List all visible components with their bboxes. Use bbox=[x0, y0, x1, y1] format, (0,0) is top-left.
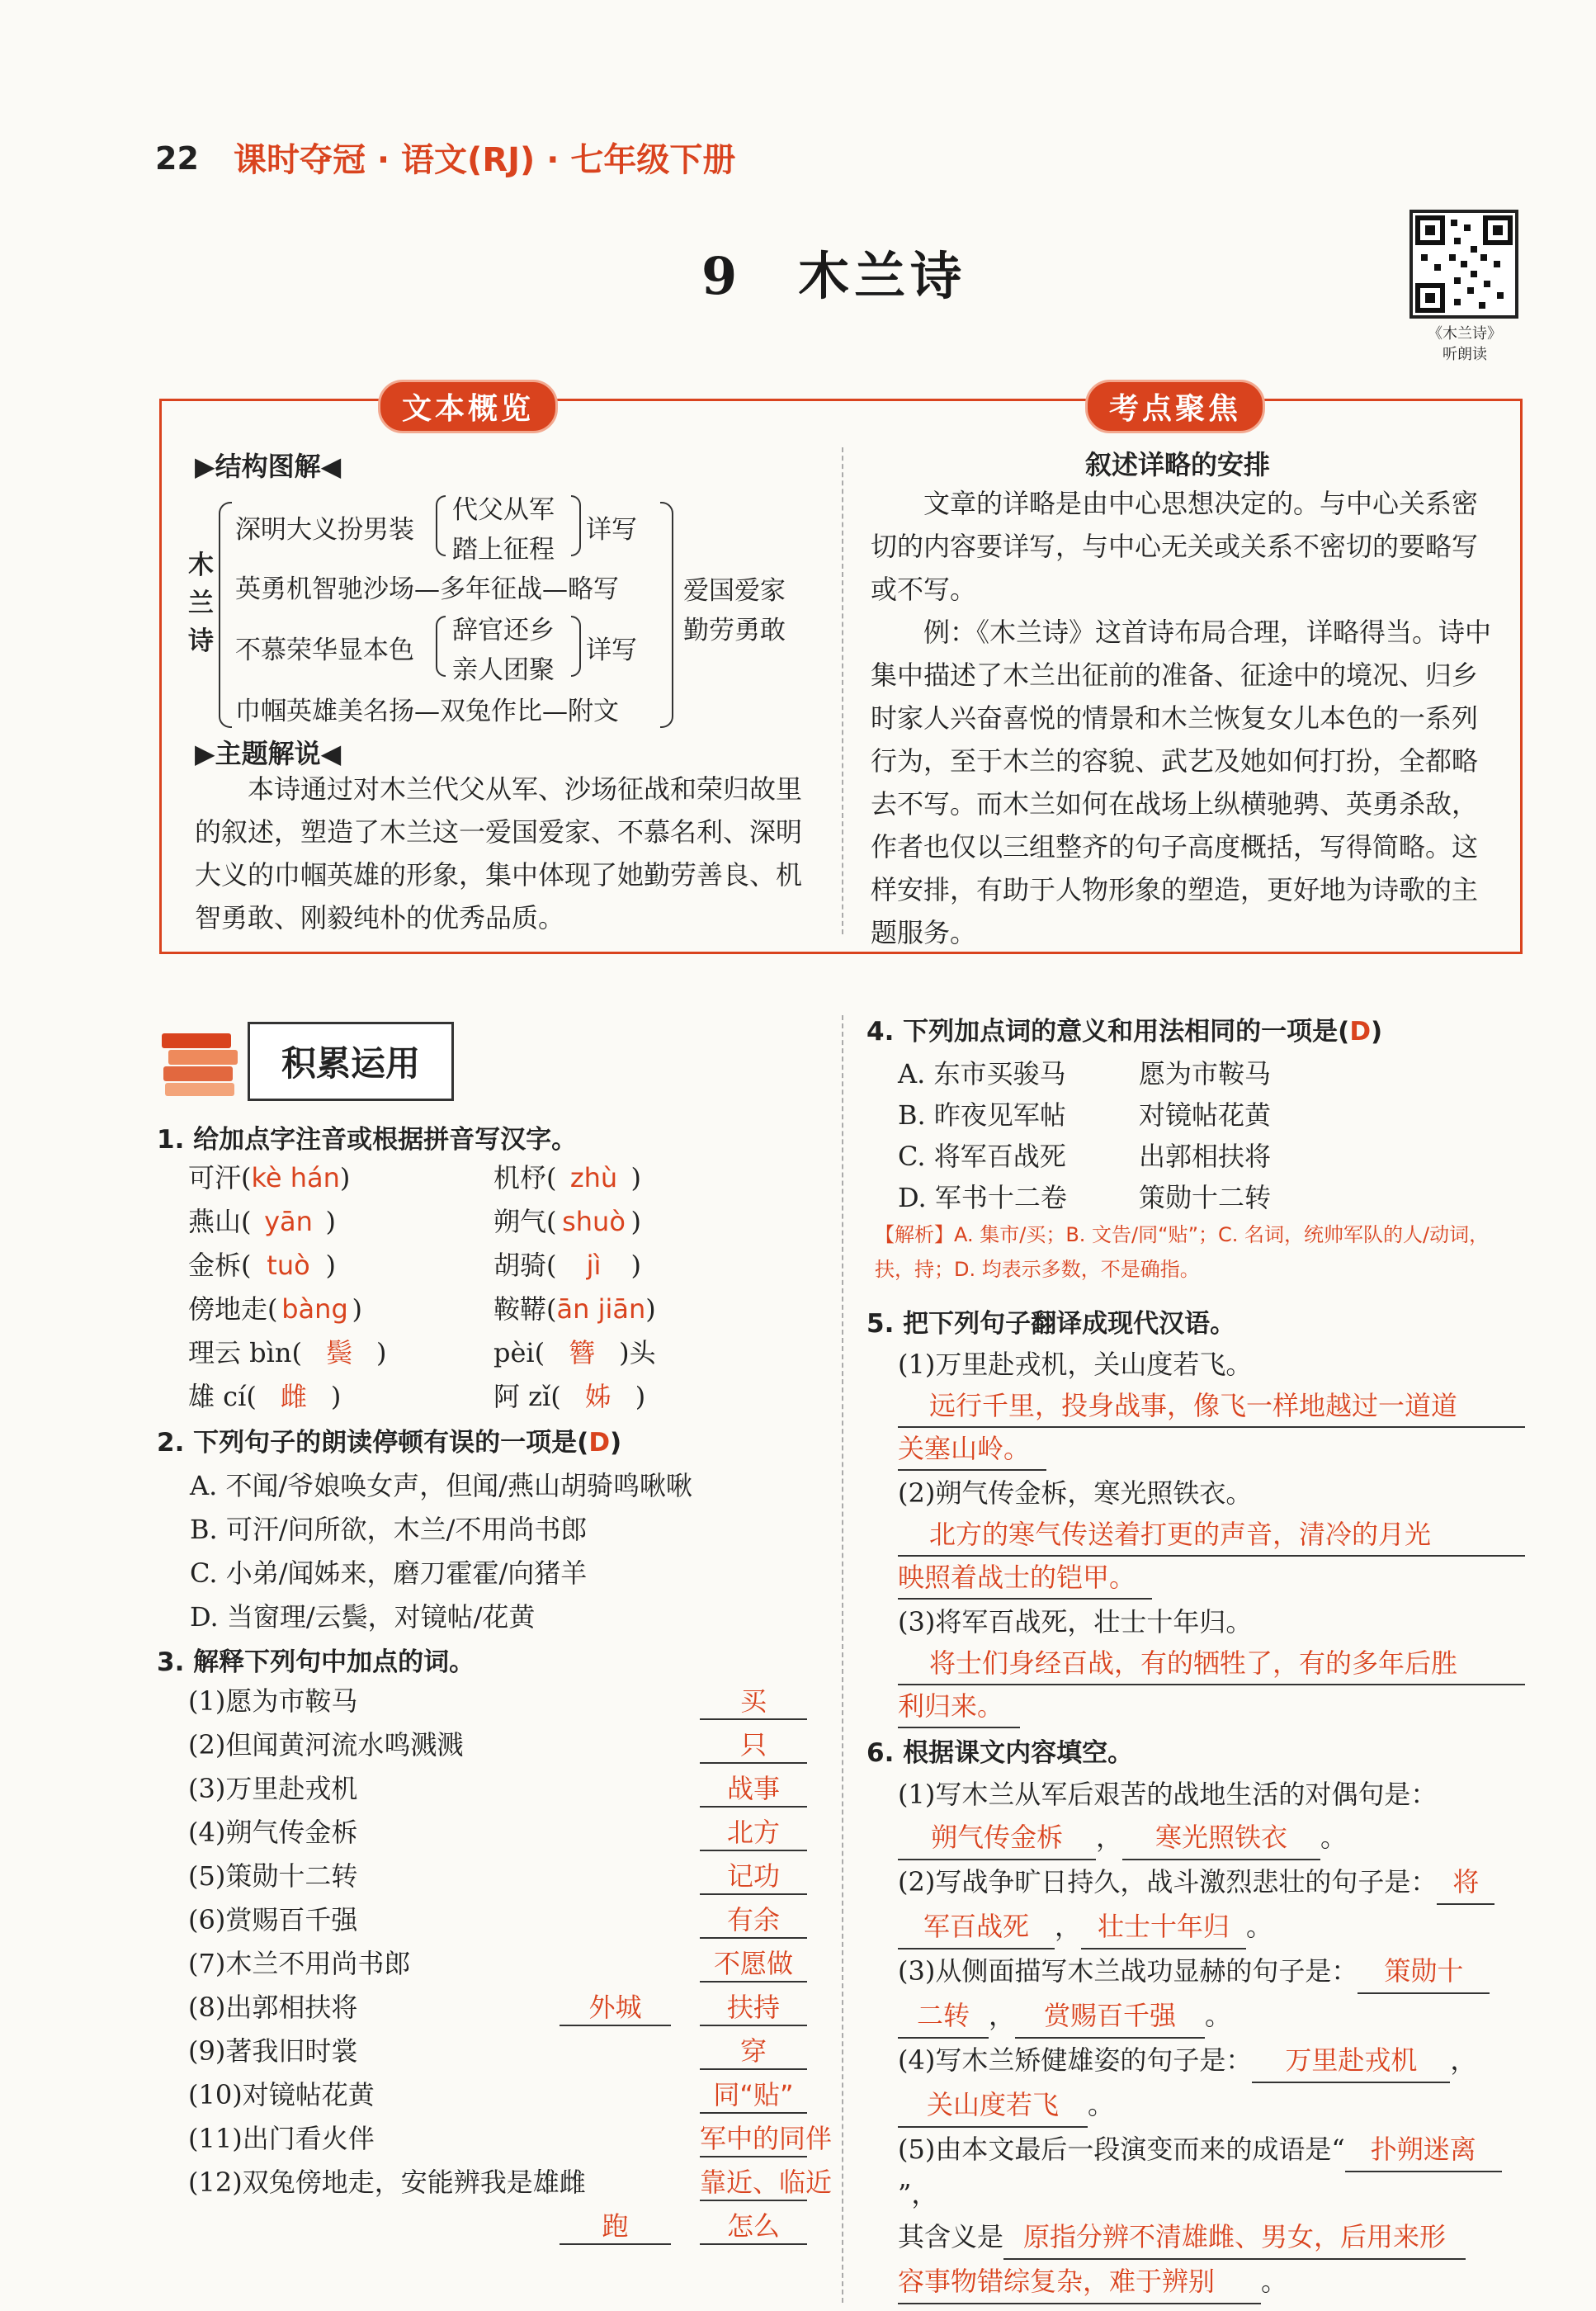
q5-answer-line: 映照着战士的铠甲。 bbox=[898, 1557, 1152, 1600]
q2-stem: 2. 下列句子的朗读停顿有误的一项是(D) bbox=[157, 1428, 622, 1458]
q6-s4a: 万里赴戎机 bbox=[1252, 2039, 1450, 2083]
q1-answer: tuò bbox=[267, 1250, 310, 1281]
q5-item: (1)万里赴戎机，关山度若飞。 远行千里，投身战事，像飞一样地越过一道道 关塞山岭。 bbox=[898, 1344, 1525, 1471]
tree-r3c: 详写 bbox=[586, 636, 637, 665]
q3-answer-2: 靠近、临近 bbox=[700, 2162, 807, 2201]
tree-root: 木 兰 诗 bbox=[188, 551, 214, 656]
q6-s3b: 二转 bbox=[898, 1994, 989, 2039]
q3-item: (6)赏赐百千强 有余 bbox=[188, 1899, 799, 1937]
q5-answer-line: 关塞山岭。 bbox=[898, 1428, 1046, 1471]
focus-heading: 叙述详略的安排 bbox=[1085, 449, 1271, 480]
q5-answer-line: 远行千里，投身战事，像飞一样地越过一道道 bbox=[898, 1385, 1525, 1428]
book-title: 课时夺冠 · 语文(RJ) · 七年级下册 bbox=[234, 141, 736, 179]
q1-item: 金柝( tuò ) bbox=[188, 1250, 336, 1281]
q1-answer: kè hán bbox=[251, 1162, 340, 1193]
qr-caption: 《木兰诗》 听朗读 bbox=[1428, 325, 1502, 363]
q6-s2a: 将 bbox=[1437, 1860, 1494, 1905]
q1-item: 朔气( shuò ) bbox=[493, 1206, 641, 1237]
column-divider bbox=[842, 1015, 843, 2303]
q6-s2b: 军百战死 bbox=[898, 1905, 1055, 1949]
tree-theme2: 勤劳勇敢 bbox=[683, 616, 786, 645]
q3-stem: 3. 解释下列句中加点的词。 bbox=[157, 1647, 475, 1677]
q5-answer-line: 利归来。 bbox=[898, 1685, 1020, 1728]
q1-item: 理云 bìn( 鬓 ) bbox=[188, 1332, 386, 1370]
q2-answer: D bbox=[588, 1428, 611, 1458]
q3-answer-2: 有余 bbox=[700, 1899, 807, 1939]
q3-answer-1: 外城 bbox=[560, 1987, 671, 2026]
tree-brace-r1 bbox=[436, 495, 446, 556]
focus-text1: 文章的详略是由中心思想决定的。与中心关系密切的内容要详写，与中心无关或关系不密切的要略写或不写。 bbox=[871, 488, 1479, 605]
q3-item: (1)愿为市鞍马 买 bbox=[188, 1680, 799, 1718]
q1-answer: jì bbox=[586, 1250, 602, 1281]
q3-answer-2: 只 bbox=[700, 1724, 807, 1764]
q1-item: 可汗(kè hán) bbox=[188, 1162, 351, 1193]
q3-item: (9)著我旧时裳 穿 bbox=[188, 2030, 799, 2068]
q1-item: 鞍鞯(ān jiān) bbox=[493, 1293, 656, 1325]
q1-answer: 雌 bbox=[280, 1381, 307, 1412]
q3-item: (4)朔气传金柝 北方 bbox=[188, 1812, 799, 1850]
badge-focus: 考点聚焦 bbox=[1085, 380, 1265, 433]
q2-option: A. 不闻/爷娘唤女声，但闻/燕山胡骑鸣啾啾 bbox=[190, 1470, 693, 1501]
q1-answer: 姊 bbox=[584, 1381, 611, 1412]
q6-s3c: 赏赐百千强 bbox=[1015, 1994, 1205, 2039]
tree-theme1: 爱国爱家 bbox=[683, 576, 786, 606]
tree-brace-r1c bbox=[571, 495, 581, 556]
tree-r1: 深明大义扮男装 bbox=[235, 515, 414, 545]
q1-item: 机杼( zhù ) bbox=[493, 1162, 641, 1193]
q6-s5c: 容事物错综复杂，难于辨别 bbox=[898, 2260, 1261, 2304]
q6-s1b: 寒光照铁衣 bbox=[1122, 1816, 1320, 1860]
q2-option: D. 当窗理/云鬓，对镜帖/花黄 bbox=[190, 1601, 536, 1633]
q3-item: (5)策勋十二转 记功 bbox=[188, 1855, 799, 1893]
q3-answer-2: 不愿做 bbox=[700, 1943, 807, 1983]
q2-options bbox=[190, 1464, 692, 1639]
q4-stem: 4. 下列加点词的意义和用法相同的一项是(D) bbox=[866, 1017, 1383, 1047]
q1-answer: bàng bbox=[281, 1293, 348, 1325]
q4-answer: D bbox=[1349, 1017, 1372, 1047]
focus-text2: 例：《木兰诗》这首诗布局合理，详略得当。诗中集中描述了木兰出征前的准备、征途中的境况、归乡时家人兴奋喜悦的情景和木兰恢复女儿本色的一系列行为，至于木兰的容貌、武艺及她如何打扮，全都略去不写。而木兰如何在战场上纵横驰骋、英勇杀敌，作者也仅以三组整齐的句子高度概括，写得简略。这样安排，有助于人物形象的塑造，更好地为诗歌的主题服务。 bbox=[871, 617, 1492, 948]
q3-item: (2)但闻黄河流水鸣溅溅 只 bbox=[188, 1724, 799, 1762]
q4-option: D. 军书十二卷 策勋十二转 bbox=[898, 1182, 1272, 1213]
tree-r4: 巾帼英雄美名扬—双兔作比—附文 bbox=[235, 697, 619, 726]
lesson-title: 9 木兰诗 bbox=[701, 246, 967, 306]
q3-item: (10)对镜帖花黄 同“贴” bbox=[188, 2074, 799, 2112]
q5-item: (3)将军百战死，壮士十年归。 将士们身经百战，有的牺牲了，有的多年后胜 利归来。 bbox=[898, 1601, 1525, 1728]
tree-brace-theme bbox=[660, 502, 673, 728]
tree-r2: 英勇机智驰沙场—多年征战—略写 bbox=[235, 574, 619, 604]
q3-item: (12)双兔傍地走，安能辨我是雄雌 靠近、临近 bbox=[188, 2162, 799, 2200]
q1-item: 胡骑( jì ) bbox=[493, 1250, 641, 1281]
q1-item: 燕山( yān ) bbox=[188, 1206, 336, 1237]
q3-answer-2: 同“贴” bbox=[700, 2074, 807, 2114]
tree-r1a: 代父从军 bbox=[452, 495, 555, 525]
books-icon bbox=[157, 1014, 248, 1104]
tree-brace-r3c bbox=[571, 616, 581, 677]
q3-item: (7)木兰不用尚书郎 不愿做 bbox=[188, 1943, 799, 1981]
tree-r3b: 亲人团聚 bbox=[452, 655, 555, 685]
q6-stem: 6. 根据课文内容填空。 bbox=[866, 1738, 1134, 1768]
section-title: 积累运用 bbox=[248, 1022, 454, 1101]
q4-option: C. 将军百战死 出郭相扶将 bbox=[898, 1141, 1272, 1172]
q3-answer-2: 怎么 bbox=[700, 2205, 807, 2245]
q1-answer: shuò bbox=[562, 1206, 626, 1237]
tree-r1c: 详写 bbox=[586, 515, 637, 545]
q1-answer: yān bbox=[264, 1206, 313, 1237]
q6-s3a: 策勋十 bbox=[1358, 1949, 1490, 1994]
q6-s1a: 朔气传金柝 bbox=[898, 1816, 1096, 1860]
q5-stem: 5. 把下列句子翻译成现代汉语。 bbox=[866, 1309, 1236, 1339]
q3-answer-2: 记功 bbox=[700, 1855, 807, 1895]
page-number: 22 bbox=[155, 140, 199, 177]
tree-brace-r3 bbox=[436, 616, 446, 677]
overview-divider bbox=[842, 447, 843, 934]
badge-overview: 文本概览 bbox=[378, 380, 558, 433]
q5-item: (2)朔气传金柝，寒光照铁衣。 北方的寒气传送着打更的声音，清冷的月光 映照着战士的铠甲。 bbox=[898, 1472, 1525, 1600]
tree-brace-main bbox=[219, 502, 232, 728]
q1-item: 阿 zǐ( 姊 ) bbox=[493, 1376, 645, 1414]
q2-option: C. 小弟/闻姊来，磨刀霍霍/向猪羊 bbox=[190, 1557, 588, 1589]
q4-option: A. 东市买骏马 愿为市鞍马 bbox=[898, 1058, 1272, 1089]
q5-answer-line: 将士们身经百战，有的牺牲了，有的多年后胜 bbox=[898, 1642, 1525, 1685]
tree-r3: 不慕荣华显本色 bbox=[235, 636, 414, 665]
q2-option: B. 可汗/问所欲，木兰/不用尚书郎 bbox=[190, 1514, 588, 1545]
q3-answer-2: 买 bbox=[700, 1680, 807, 1720]
q3-answer-2: 扶持 bbox=[700, 1987, 807, 2026]
q1-item: 雄 cí( 雌 ) bbox=[188, 1376, 341, 1414]
q4-analysis: 【解析】A. 集市/买；B. 文告/同“贴”；C. 名词，统帅军队的人/动词，扶，持；D. 均表示多数，不是确指。 bbox=[875, 1223, 1490, 1281]
theme-heading: ▶主题解说◀ bbox=[195, 738, 342, 769]
q3-answer-2: 军中的同伴 bbox=[700, 2118, 807, 2157]
q3-item: (3)万里赴戎机 战事 bbox=[188, 1768, 799, 1806]
q3-answer-1: 跑 bbox=[560, 2205, 671, 2245]
q3-item: (11)出门看火伴 军中的同伴 bbox=[188, 2118, 799, 2156]
q1-stem: 1. 给加点字注音或根据拼音写汉字。 bbox=[157, 1125, 578, 1155]
tree-r1b: 踏上征程 bbox=[452, 535, 555, 565]
q6-s2c: 壮士十年归 bbox=[1081, 1905, 1246, 1949]
q4-option: B. 昨夜见军帖 对镜帖花黄 bbox=[898, 1099, 1272, 1131]
q6-s5b: 原指分辨不清雄雌、男女，后用来形 bbox=[1003, 2215, 1466, 2260]
q6-s4b: 关山度若飞 bbox=[898, 2083, 1088, 2128]
q3-item: (8)出郭相扶将 外城 扶持 bbox=[188, 1987, 799, 2025]
q3-answer-2: 战事 bbox=[700, 1768, 807, 1808]
theme-text: 本诗通过对木兰代父从军、沙场征战和荣归故里的叙述，塑造了木兰这一爱国爱家、不慕名利、深明大义的巾帼英雄的形象，集中体现了她勤劳善良、机智勇敢、刚毅纯朴的优秀品质。 bbox=[195, 773, 803, 933]
structure-heading: ▶结构图解◀ bbox=[195, 451, 342, 482]
q1-answer: 簪 bbox=[569, 1337, 596, 1368]
q1-answer: ān jiān bbox=[556, 1293, 646, 1325]
q6-body: (1)写木兰从军后艰苦的战地生活的对偶句是： 朔气传金柝 ， 寒光照铁衣 。 (2)写战争旷日持久，战斗激烈悲壮的句子是： 将 军百战死 ， 壮士十年归 。 (3)从侧面描写木兰战功显赫的句子是： 策勋十 二转 ， 赏赐百千强 。 (4)写木兰矫健雄姿的句子是： 万里赴戎机 ， 关山度若飞 。 (5)由本文最后一段演变而来的成语是“ 扑朔迷离”， 其含义是 原指分辨不清雄雌、男女，后用来形 容事物错综复杂，难于辨别 。 bbox=[898, 1773, 1525, 2304]
q1-item: pèi( 簪 )头 bbox=[493, 1332, 656, 1370]
q5-answer-line: 北方的寒气传送着打更的声音，清冷的月光 bbox=[898, 1514, 1525, 1557]
q1-answer: zhù bbox=[569, 1162, 618, 1193]
q1-answer: 鬓 bbox=[325, 1337, 352, 1368]
tree-r3a: 辞官还乡 bbox=[452, 616, 555, 645]
q3-answer-2: 北方 bbox=[700, 1812, 807, 1851]
qr-code-icon[interactable] bbox=[1409, 210, 1518, 319]
q3-answer-2: 穿 bbox=[700, 2030, 807, 2070]
q1-item: 傍地走( bàng ) bbox=[188, 1293, 362, 1325]
q6-s5a: 扑朔迷离 bbox=[1345, 2128, 1502, 2172]
